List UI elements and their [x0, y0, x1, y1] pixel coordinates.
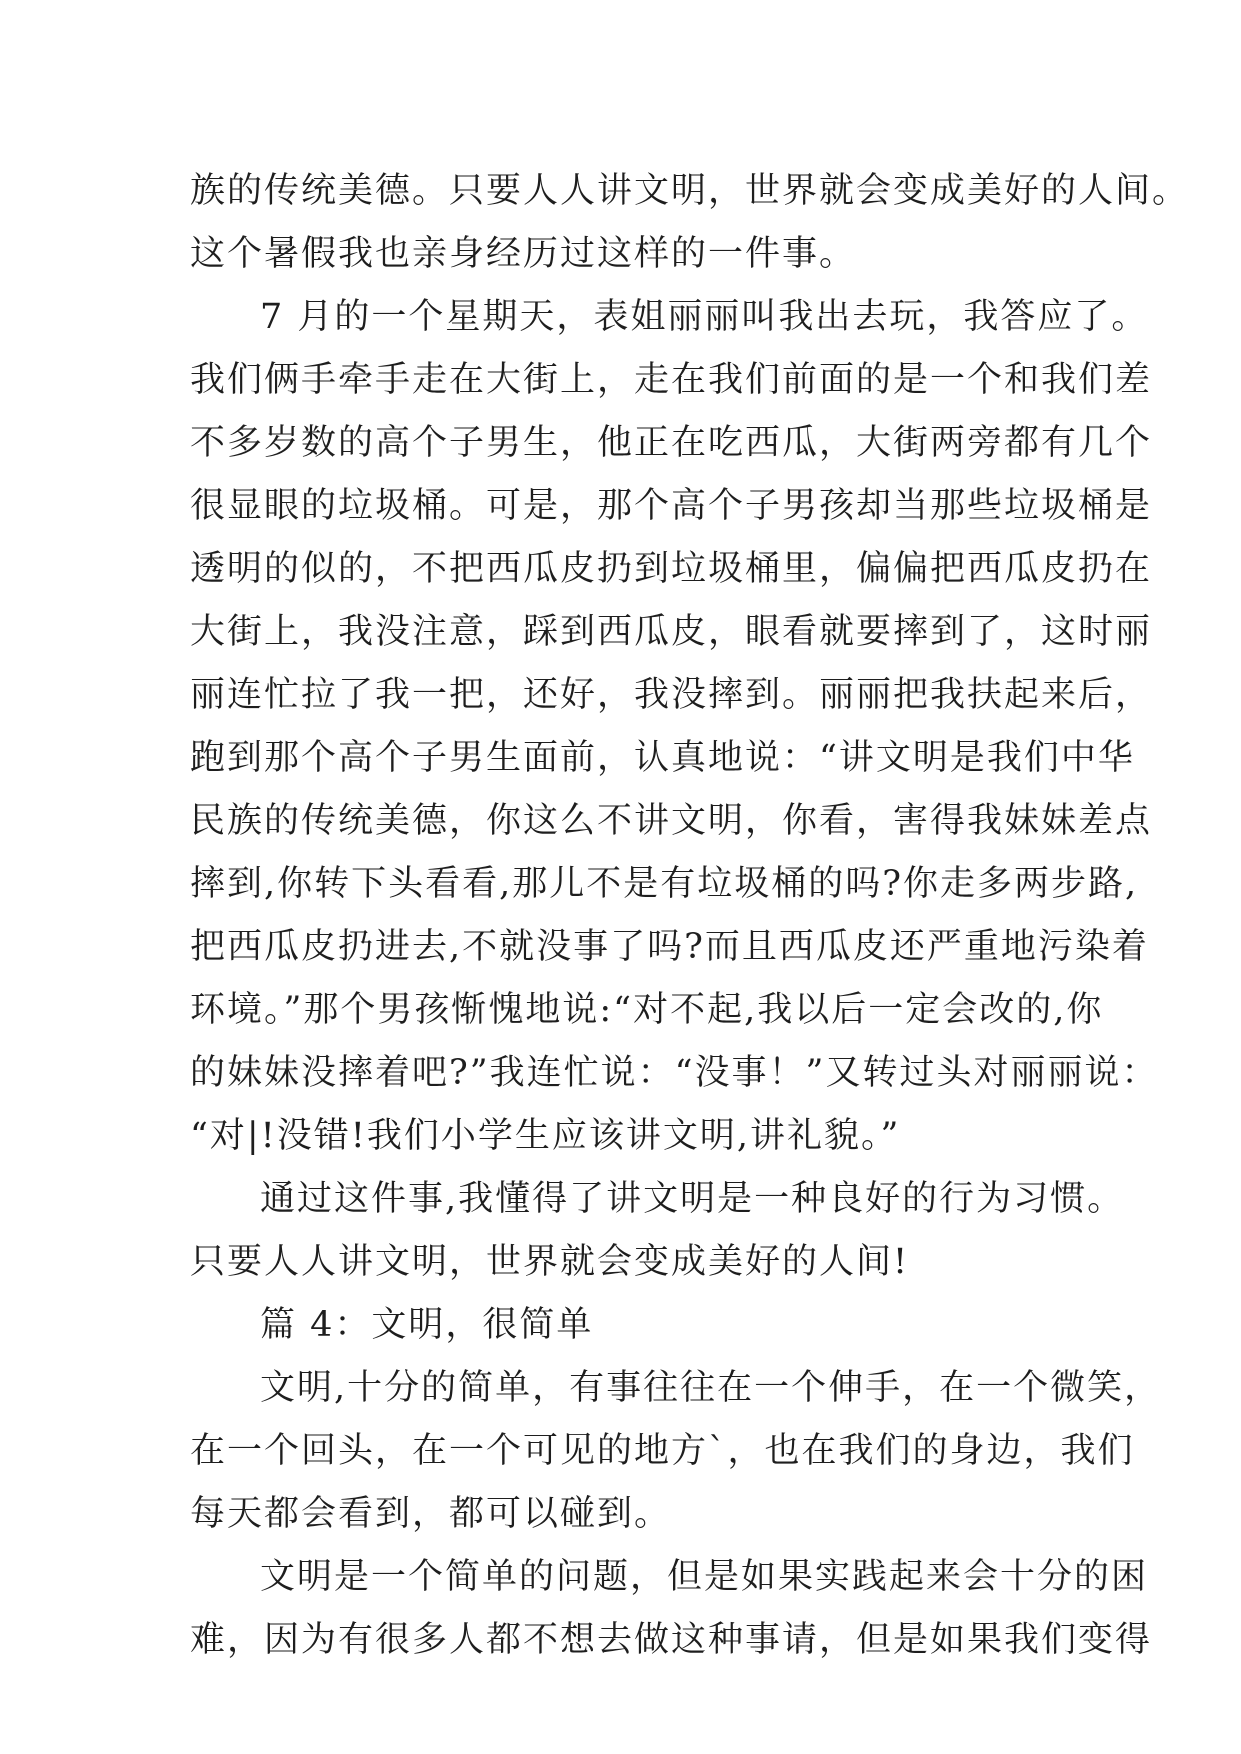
text-line: 摔到,你转下头看看,那儿不是有垃圾桶的吗?你走多两步路, [190, 864, 1139, 904]
text-line: 环境。”那个男孩惭愧地说:“对不起,我以后一定会改的,你 [190, 990, 1104, 1030]
paragraph-first-line: 文明是一个简单的问题，但是如果实践起来会十分的困 [260, 1557, 1149, 1597]
text-line: 大街上，我没注意，踩到西瓜皮，眼看就要摔到了，这时丽 [190, 612, 1153, 652]
text-line: 不多岁数的高个子男生，他正在吃西瓜，大街两旁都有几个 [190, 423, 1153, 463]
section-heading: 篇 4：文明，很简单 [260, 1305, 594, 1345]
text-line: 的妹妹没摔着吧?”我连忙说：“没事！”又转过头对丽丽说： [190, 1053, 1159, 1093]
text-line: 民族的传统美德，你这么不讲文明，你看，害得我妹妹差点 [190, 801, 1153, 841]
document-body [190, 160, 1190, 1672]
text-line: 我们俩手牵手走在大街上，走在我们前面的是一个和我们差 [190, 360, 1153, 400]
paragraph-first-line: 7 月的一个星期天，表姐丽丽叫我出去玩，我答应了。 [260, 297, 1149, 337]
text-line: 只要人人讲文明，世界就会变成美好的人间! [190, 1242, 910, 1282]
text-line: 在一个回头，在一个可见的地方`，也在我们的身边，我们 [190, 1431, 1135, 1471]
text-line: 很显眼的垃圾桶。可是，那个高个子男孩却当那些垃圾桶是 [190, 486, 1153, 526]
text-line: 每天都会看到，都可以碰到。 [190, 1494, 672, 1534]
text-line: 跑到那个高个子男生面前，认真地说：“讲文明是我们中华 [190, 738, 1135, 778]
text-line: 丽连忙拉了我一把，还好，我没摔到。丽丽把我扶起来后， [190, 675, 1153, 715]
paragraph-first-line: 通过这件事,我懂得了讲文明是一种良好的行为习惯。 [260, 1179, 1125, 1219]
text-line: 透明的似的，不把西瓜皮扔到垃圾桶里，偏偏把西瓜皮扔在 [190, 549, 1153, 589]
text-line: 把西瓜皮扔进去,不就没事了吗?而且西瓜皮还严重地污染着 [190, 927, 1149, 967]
paragraph-first-line: 文明,十分的简单，有事往往在一个伸手，在一个微笑， [260, 1368, 1162, 1408]
text-line: 族的传统美德。只要人人讲文明，世界就会变成美好的人间。 [190, 171, 1190, 211]
text-line: 这个暑假我也亲身经历过这样的一件事。 [190, 234, 857, 274]
text-line: “对|!没错!我们小学生应该讲文明,讲礼貌。” [190, 1116, 901, 1156]
text-line: 难，因为有很多人都不想去做这种事请，但是如果我们变得 [190, 1620, 1153, 1660]
